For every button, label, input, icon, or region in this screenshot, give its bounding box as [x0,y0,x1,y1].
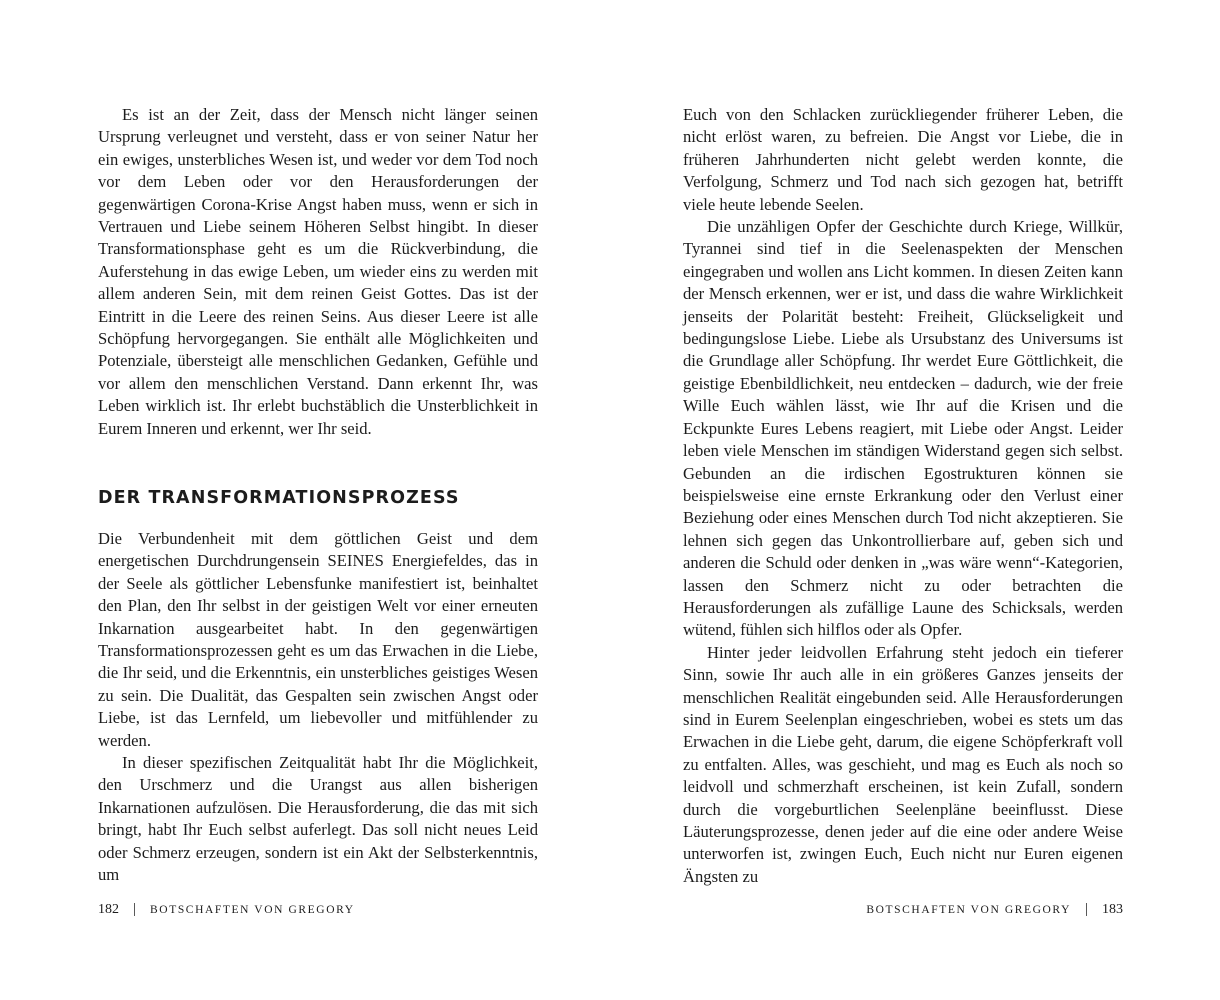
left-footer [98,899,355,920]
left-page [98,0,538,1000]
paragraph: Die unzähligen Opfer der Geschichte durch Kriege, Willkür, Tyrannei sind tief in die Seelenaspekten der Menschen eingegraben und wollen ans Licht kommen. In diesen Zeiten kann der Mensch erkennen, wer er ist, und dass die wahre Wirklichkeit jenseits der Polarität besteht: Freiheit, Glückseligkeit und bedingungslose Liebe. Liebe als Ursubstanz des Universums ist die Grundlage aller Schöpfung. Ihr werdet Eure Göttlichkeit, die geistige Ebenbildlichkeit, neu entdecken – dadurch, wie der freie Wille Euch wählen lässt, wie Ihr auf die Krisen und die Eckpunkte Eures Lebens reagiert, mit Liebe oder Angst. Leider leben viele Menschen im ständigen Widerstand gegen sich selbst. Gebunden an die irdischen Egostrukturen können sie beispielsweise eine ernste Erkrankung oder den Verlust einer Beziehung oder eines Menschen durch Tod nicht akzeptieren. Sie lehnen sich gegen das Unkontrollierbare auf, geben sich und anderen die Schuld oder denken in „was wäre wenn“-Kategorien, lassen den Schmerz nicht zu oder betrachten die Herausforderungen als zufällige Laune des Schicksals, werden wütend, fühlen sich hilflos oder als Opfer. [683,217,1123,640]
paragraph: Die Verbundenheit mit dem göttlichen Geist und dem energetischen Durchdrungensein SEINES Energiefeldes, das in der Seele als göttlicher Lebensfunke manifestiert ist, beinhaltet den Plan, den Ihr selbst in der geistigen Welt vor einer erneuten Inkarnation ausgearbeitet habt. In den gegenwärtigen Transformationsprozessen geht es um das Erwachen in die Liebe, die Ihr seid, und die Erkenntnis, ein unsterbliches geistiges Wesen zu sein. Die Dualität, das Gespalten sein zwischen Angst oder Liebe, ist das Lernfeld, um liebevoller und mitfühlender zu werden. [98,529,538,750]
page-number: 182 [98,902,119,917]
right-page-text [683,104,1123,888]
left-page-text-bottom [98,528,538,887]
page-number: 183 [1102,902,1123,917]
paragraph: Hinter jeder leidvollen Erfahrung steht jedoch ein tieferer Sinn, sowie Ihr auch alle in ein größeres Ganzes jenseits der menschlichen Realität eingebunden seid. Alle Herausforderungen sind in Eurem Seelenplan eingeschrieben, wobei es stets um das Erwachen in die Liebe geht, darum, die eigene Schöpferkraft voll zu entfalten. Alles, was geschieht, und mag es Euch als noch so leidvoll und schmerzhaft erscheinen, ist kein Zufall, sondern durch die vorgeburtlichen Seelenpläne beeinflusst. Diese Läuterungsprozesse, denen jeder auf die eine oder andere Weise unterworfen ist, zwingen Euch, Euch nicht nur Euren eigenen Ängsten zu [683,642,1123,886]
paragraph: Euch von den Schlacken zurückliegender früherer Leben, die nicht erlöst waren, zu befreien. Die Angst vor Liebe, die in früheren Jahrhunderten nicht gelebt werden konnte, die Verfolgung, Schmerz und Tod nach sich gezogen hat, betrifft viele heute lebende Seelen. [683,105,1123,214]
right-footer [866,899,1123,920]
paragraph: In dieser spezifischen Zeitqualität habt Ihr die Möglichkeit, den Urschmerz und die Urangst aus allen bisherigen Inkarnationen aufzulösen. Die Herausforderung, die das mit sich bringt, habt Ihr Euch selbst auferlegt. Das soll nicht neues Leid oder Schmerz erzeugen, sondern ist ein Akt der Selbsterkenntnis, um [98,753,538,885]
running-head: BOTSCHAFTEN VON GREGORY [150,904,355,916]
footer-separator: | [133,901,137,917]
right-page [683,0,1123,1000]
running-head: BOTSCHAFTEN VON GREGORY [866,904,1071,916]
section-heading: DER TRANSFORMATIONSPROZESS [98,488,460,508]
left-page-text-top [98,104,538,440]
paragraph: Es ist an der Zeit, dass der Mensch nicht länger seinen Ursprung verleugnet und versteht, dass er von seiner Natur her ein ewiges, unsterbliches Wesen ist, und weder vor dem Tod noch vor dem Leben oder vor den Herausforderungen der gegenwärtigen Corona-Krise Angst haben muss, wenn er sich in Vertrauen und Liebe seinem Höheren Selbst hingibt. In dieser Transformationsphase geht es um die Rückverbindung, die Auferstehung in das ewige Leben, um wieder eins zu werden mit allem anderen Sein, mit dem reinen Geist Gottes. Das ist der Eintritt in die Leere des reinen Seins. Aus dieser Leere ist alle Schöpfung hervorgegangen. Sie enthält alle Möglichkeiten und Potenziale, übersteigt alle menschlichen Gedanken, Gefühle und vor allem den menschlichen Verstand. Dann erkennt Ihr, was Leben wirklich ist. Ihr erlebt buchstäblich die Unsterblichkeit in Eurem Inneren und erkennt, wer Ihr seid. [98,105,538,438]
footer-separator: | [1084,901,1088,917]
